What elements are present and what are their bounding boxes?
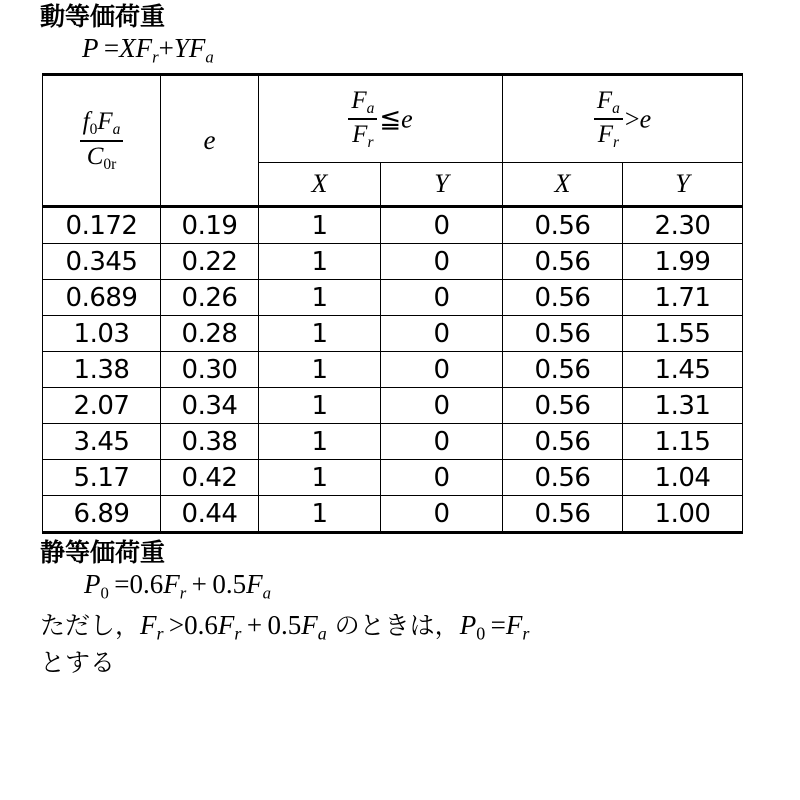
equivalent-load-table [42, 73, 743, 534]
table-row: 6.89 0.44 1 0 0.56 1.00 [43, 496, 743, 533]
section-title-dynamic: 動等価荷重 [40, 2, 166, 31]
table-body [43, 207, 743, 533]
table-row: 5.17 0.42 1 0 0.56 1.04 [43, 460, 743, 496]
table-row: 1.03 0.28 1 0 0.56 1.55 [43, 316, 743, 352]
note-tail: とする [40, 647, 116, 677]
note-lead: ただし， [40, 611, 141, 640]
section-title-static: 静等価荷重 [40, 538, 166, 567]
header-x-1: X [259, 163, 381, 207]
table-row: 1.38 0.30 1 0 0.56 1.45 [43, 352, 743, 388]
dynamic-equivalent-load-formula: $P =XF_r+YF_a$ [82, 33, 214, 67]
header-fa-fr-gt-e: $\frac{F_a}{F_r}$ >e [503, 75, 743, 163]
table-row: 2.07 0.34 1 0 0.56 1.31 [43, 388, 743, 424]
note-mid: のときは， [326, 611, 460, 640]
header-y-1: Y [381, 163, 503, 207]
table-row: 0.689 0.26 1 0 0.56 1.71 [43, 280, 743, 316]
header-x-2: X [503, 163, 623, 207]
header-fa-fr-le-e: $\frac{F_a}{F_r}$ ≦e [259, 75, 503, 163]
table-row: 0.172 0.19 1 0 0.56 2.30 [43, 207, 743, 244]
header-f0fa-over-c0r: $\frac{f_0F_a}{C_{0r}}$ [43, 75, 161, 207]
header-y-2: Y [623, 163, 743, 207]
header-e: e [161, 75, 259, 207]
table-row: 3.45 0.38 1 0 0.56 1.15 [43, 424, 743, 460]
static-load-note: ただし，$F_r >0.6F_r + 0.5F_a$ のときは，$P_0 =F_r$ [40, 610, 530, 644]
static-equivalent-load-formula: $P_0 =0.6F_r + 0.5F_a$ [84, 569, 271, 603]
table-row: 0.345 0.22 1 0 0.56 1.99 [43, 244, 743, 280]
